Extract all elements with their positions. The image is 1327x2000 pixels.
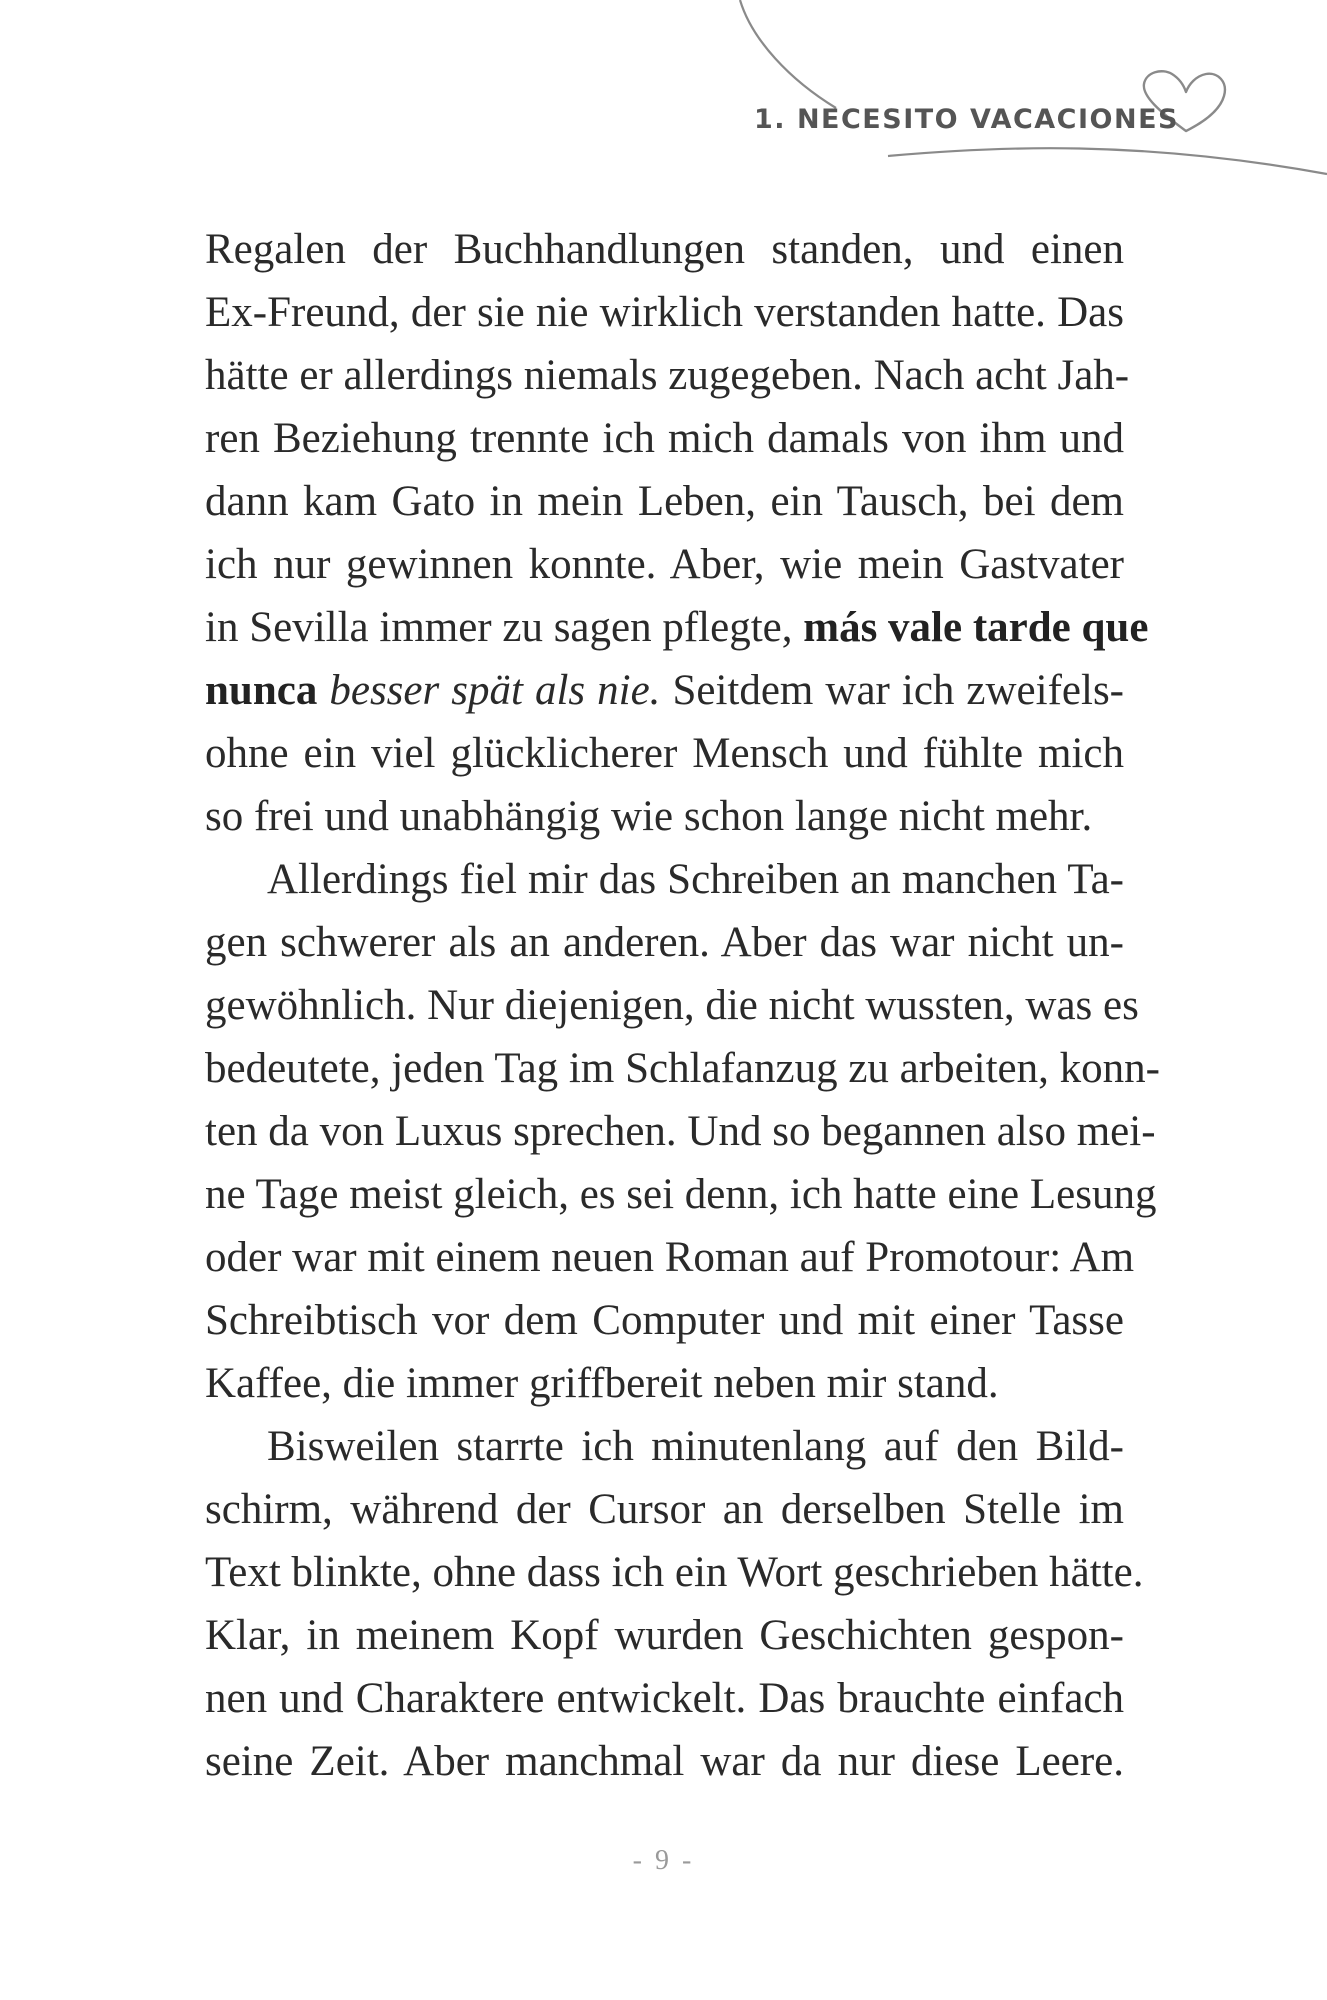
text-line: Text blinkte, ohne dass ich ein Wort geschrieben hätte. [205,1549,1144,1596]
decor-underline-swoosh [888,148,1327,174]
text-line: Ex-Freund, der sie nie wirklich verstanden hatte. Das [205,289,1124,336]
translation-phrase: besser spät als nie. [317,667,661,714]
text-line [205,659,1124,722]
text-line: schirm, während der Cursor an derselben Stelle im [205,1486,1124,1533]
text-line: gewöhnlich. Nur diejenigen, die nicht wussten, was es [205,982,1139,1029]
text-line: ren Beziehung trennte ich mich damals von ihm und [205,415,1124,462]
text-line: seine Zeit. Aber manchmal war da nur diese Leere. [205,1738,1124,1785]
text-line: gen schwerer als an anderen. Aber das war nicht un- [205,919,1124,966]
text-line: ich nur gewinnen konnte. Aber, wie mein Gastvater [205,541,1124,588]
text-line: Bisweilen starrte ich minutenlang auf den Bild- [267,1423,1124,1470]
text-line: ten da von Luxus sprechen. Und so begannen also mei- [205,1108,1156,1155]
text-line: Allerdings fiel mir das Schreiben an manchen Ta- [267,856,1124,903]
text-line: oder war mit einem neuen Roman auf Promotour: Am [205,1234,1135,1281]
text-line: ne Tage meist gleich, es sei denn, ich hatte eine Lesung [205,1171,1157,1218]
text-line: Klar, in meinem Kopf wurden Geschichten gespon- [205,1612,1124,1659]
spanish-phrase: nunca [205,667,318,714]
body-text [205,218,1160,1793]
text-line: hätte er allerdings niemals zugegeben. Nach acht Jah- [205,352,1130,399]
spanish-phrase: más vale tarde que [803,604,1149,651]
text-line: so frei und unabhängig wie schon lange nicht mehr. [205,793,1093,840]
text-line: Schreibtisch vor dem Computer und mit einer Tasse [205,1297,1124,1344]
text-line: ohne ein viel glücklicherer Mensch und fühlte mich [205,730,1124,777]
text-line [205,596,1149,659]
text-line: dann kam Gato in mein Leben, ein Tausch, bei dem [205,478,1124,525]
decor-curve-top [740,0,836,108]
text-line: Regalen der Buchhandlungen standen, und einen [205,226,1124,273]
text-line: nen und Charaktere entwickelt. Das brauchte einfach [205,1675,1124,1722]
running-title: 1. NECESITO VACACIONES [754,104,1179,135]
text-line: bedeutete, jeden Tag im Schlafanzug zu arbeiten, konn- [205,1045,1160,1092]
page-number: - 9 - [632,1845,695,1876]
text-segment: in Sevilla immer zu sagen pflegte, [205,604,804,651]
text-segment: Seitdem war ich zweifels- [660,667,1124,714]
text-line: Kaffee, die immer griffbereit neben mir stand. [205,1360,999,1407]
